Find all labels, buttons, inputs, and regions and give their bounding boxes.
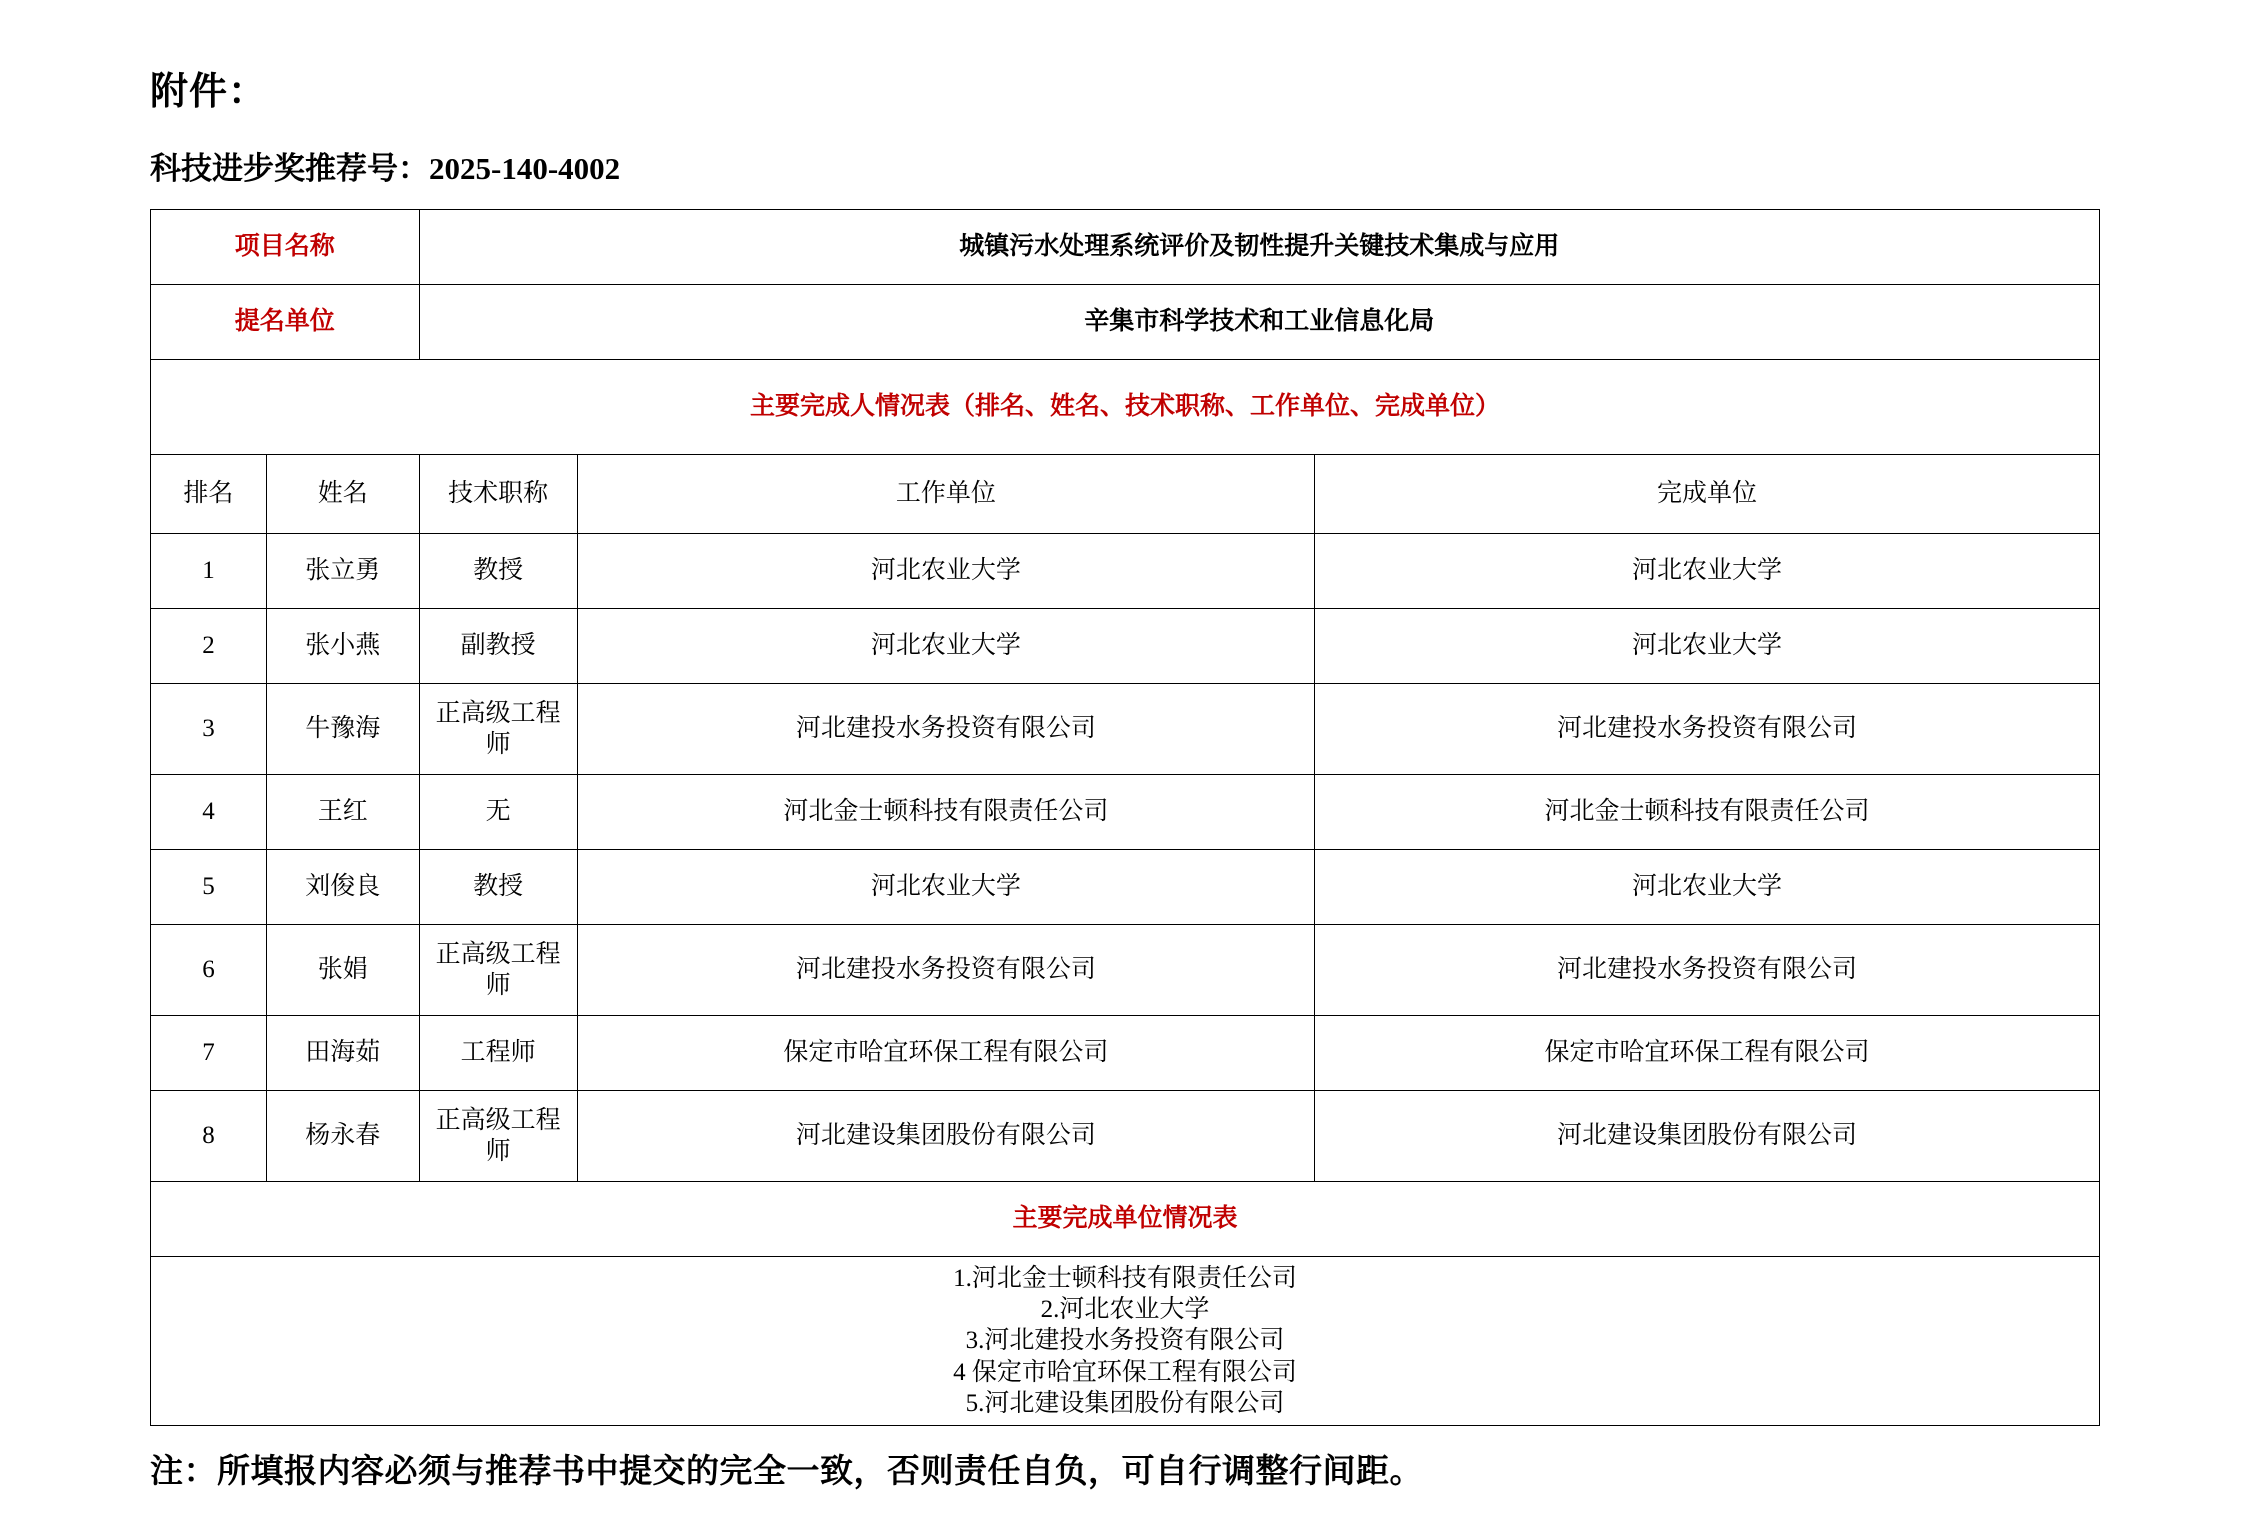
list-item: 4 保定市哈宜环保工程有限公司 [953,1358,1297,1386]
cell-work-unit: 河北金士顿科技有限责任公司 [577,774,1314,849]
cell-rank: 5 [151,849,267,924]
table-row [151,608,2100,683]
cell-work-unit: 河北建设集团股份有限公司 [577,1090,1314,1181]
cell-title: 正高级工程师 [419,1090,577,1181]
nominating-unit-value: 辛集市科学技术和工业信息化局 [419,284,2099,359]
recommendation-number: 2025-140-4002 [429,150,621,186]
table-row [151,924,2100,1015]
nominating-unit-label: 提名单位 [151,284,420,359]
nominating-unit-row [151,284,2100,359]
column-header-title: 技术职称 [419,454,577,533]
cell-work-unit: 保定市哈宜环保工程有限公司 [577,1015,1314,1090]
units-list [151,1256,2100,1425]
award-info-table [150,209,2100,1426]
list-item: 2.河北农业大学 [1040,1296,1210,1324]
cell-work-unit: 河北农业大学 [577,608,1314,683]
cell-rank: 6 [151,924,267,1015]
cell-name: 田海茹 [266,1015,419,1090]
cell-done-unit: 河北建投水务投资有限公司 [1315,924,2100,1015]
cell-done-unit: 河北建设集团股份有限公司 [1315,1090,2100,1181]
table-row [151,849,2100,924]
column-header-work-unit: 工作单位 [577,454,1314,533]
people-section-title: 主要完成人情况表（排名、姓名、技术职称、工作单位、完成单位） [151,359,2100,454]
column-header-done-unit: 完成单位 [1315,454,2100,533]
cell-work-unit: 河北建投水务投资有限公司 [577,924,1314,1015]
people-section-title-row [151,359,2100,454]
list-item: 5.河北建设集团股份有限公司 [965,1389,1285,1417]
cell-rank: 8 [151,1090,267,1181]
project-name-label: 项目名称 [151,209,420,284]
cell-done-unit: 河北农业大学 [1315,533,2100,608]
cell-done-unit: 河北金士顿科技有限责任公司 [1315,774,2100,849]
units-section-title: 主要完成单位情况表 [151,1181,2100,1256]
cell-name: 刘俊良 [266,849,419,924]
cell-name: 杨永春 [266,1090,419,1181]
cell-work-unit: 河北农业大学 [577,849,1314,924]
table-row [151,1015,2100,1090]
cell-done-unit: 河北农业大学 [1315,849,2100,924]
cell-name: 王红 [266,774,419,849]
people-table-header-row [151,454,2100,533]
table-row [151,774,2100,849]
column-header-rank: 排名 [151,454,267,533]
cell-title: 无 [419,774,577,849]
cell-title: 教授 [419,533,577,608]
cell-rank: 2 [151,608,267,683]
project-name-row [151,209,2100,284]
footer-note: 注：所填报内容必须与推荐书中提交的完全一致，否则责任自负，可自行调整行间距。 [150,1454,1423,1491]
table-row [151,533,2100,608]
table-row [151,683,2100,774]
cell-title: 工程师 [419,1015,577,1090]
cell-name: 张娟 [266,924,419,1015]
cell-work-unit: 河北建投水务投资有限公司 [577,683,1314,774]
units-section-title-row [151,1181,2100,1256]
recommendation-prefix: 科技进步奖推荐号： [150,150,429,186]
cell-rank: 1 [151,533,267,608]
cell-done-unit: 河北农业大学 [1315,608,2100,683]
cell-done-unit: 保定市哈宜环保工程有限公司 [1315,1015,2100,1090]
table-row [151,1090,2100,1181]
cell-name: 牛豫海 [266,683,419,774]
cell-rank: 7 [151,1015,267,1090]
cell-title: 副教授 [419,608,577,683]
cell-name: 张小燕 [266,608,419,683]
cell-work-unit: 河北农业大学 [577,533,1314,608]
cell-name: 张立勇 [266,533,419,608]
cell-done-unit: 河北建投水务投资有限公司 [1315,683,2100,774]
cell-rank: 3 [151,683,267,774]
attachment-label: 附件： [150,71,268,113]
cell-title: 正高级工程师 [419,924,577,1015]
cell-rank: 4 [151,774,267,849]
cell-title: 正高级工程师 [419,683,577,774]
list-item: 1.河北金士顿科技有限责任公司 [953,1264,1297,1292]
column-header-name: 姓名 [266,454,419,533]
list-item: 3.河北建投水务投资有限公司 [965,1327,1285,1355]
recommendation-line [150,150,2095,187]
cell-title: 教授 [419,849,577,924]
project-name-value: 城镇污水处理系统评价及韧性提升关键技术集成与应用 [419,209,2099,284]
units-list-row [151,1256,2100,1425]
